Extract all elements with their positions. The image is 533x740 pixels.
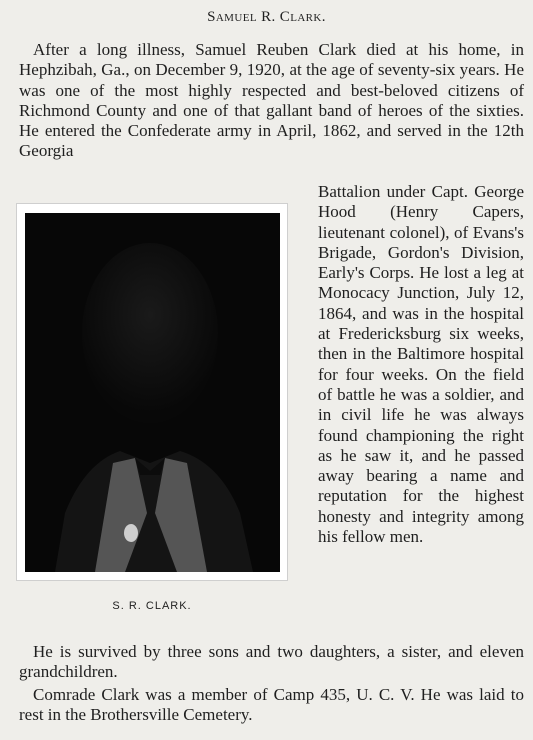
photo-caption: S. R. CLARK. — [112, 600, 192, 612]
portrait-figure — [25, 213, 280, 572]
article-title: Samuel R. Clark. — [207, 9, 326, 25]
column-paragraph: Battalion under Capt. George Hood (Henry Capers, lieutenant colonel), of Evans's Brigade, Gordon's Division, Early's Corps. He lost a leg at Monocacy Junction, July 12, 1864, and was in the hospital at Fredericksburg six weeks, then in the Baltimore hospital for four weeks. On the field of battle he was a soldier, and in civil life he was always found championing the right as he saw it, and he passed away bearing a name and reputation for the highest honesty and integrity among his fellow men. — [318, 182, 524, 547]
portrait-frame — [16, 203, 288, 581]
intro-paragraph: After a long illness, Samuel Reuben Clark died at his home, in Hephzibah, Ga., on December 9, 1920, at the age of seventy-six years. He was one of the most highly respected and best-beloved citizens of Richmond County and one of that gallant band of heroes of the sixties. He entered the Confederate army in April, 1862, and served in the 12th Georgia — [19, 40, 524, 161]
portrait-photo — [25, 213, 280, 572]
survivors-paragraph: He is survived by three sons and two daughters, a sister, and eleven grandchildren. — [19, 642, 524, 682]
burial-paragraph: Comrade Clark was a member of Camp 435, U. C. V. He was laid to rest in the Brothersville Cemetery. — [19, 685, 524, 725]
